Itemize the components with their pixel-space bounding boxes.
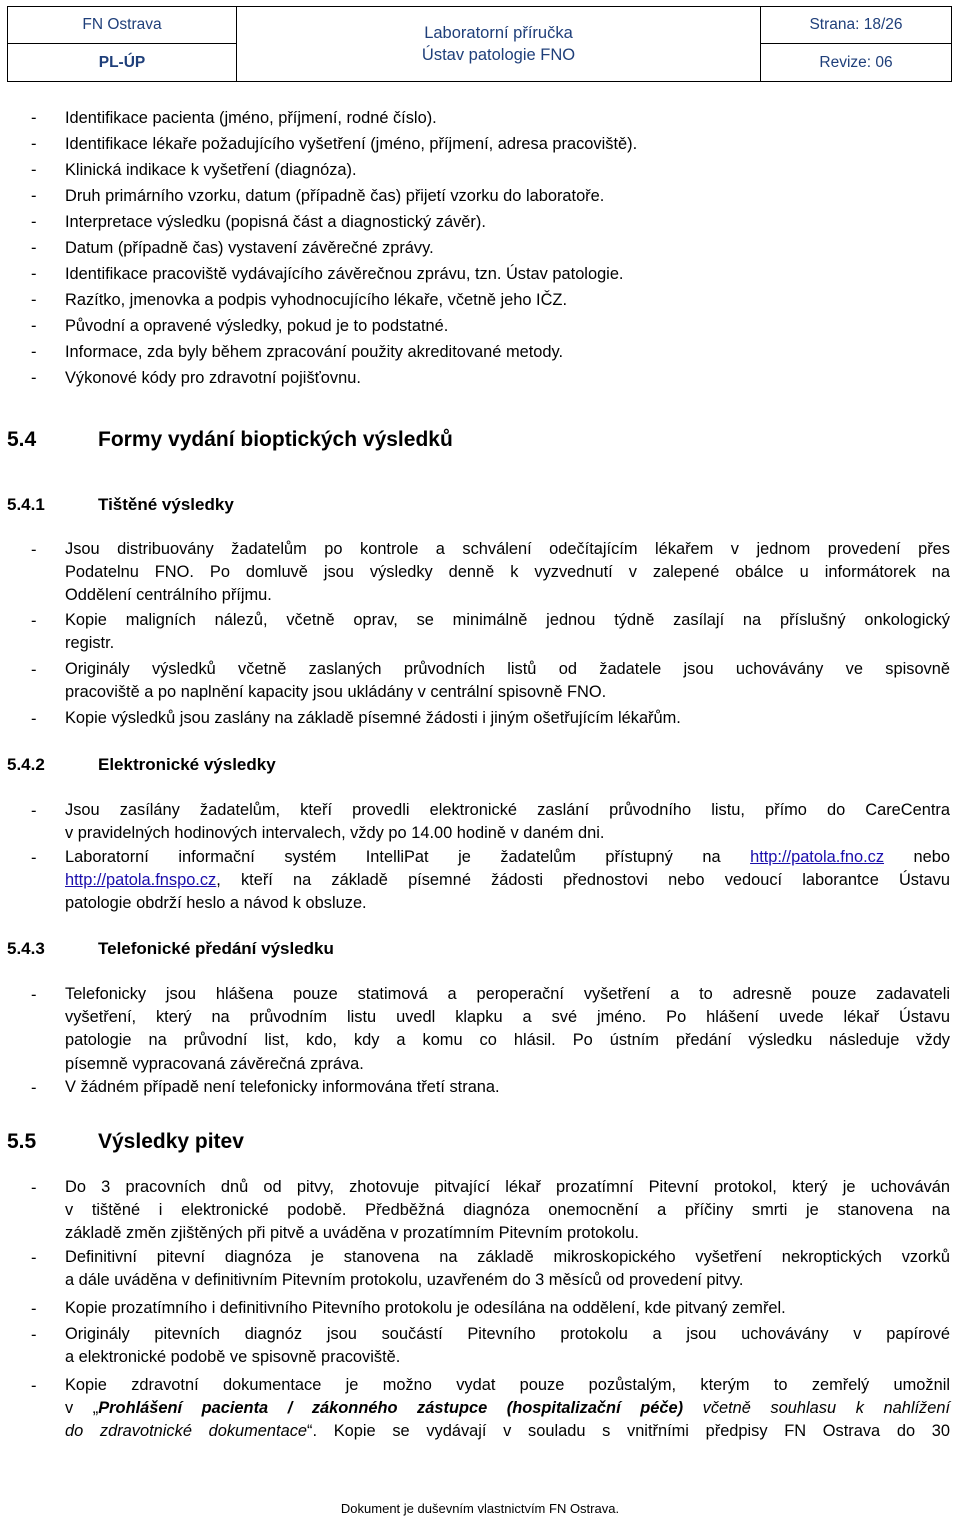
header-doc-title	[237, 7, 761, 82]
autopsy-item	[65, 1297, 950, 1320]
requirement-item: Razítko, jmenovka a podpis vyhodnocujícího lékaře, včetně jeho IČZ.	[65, 291, 568, 309]
autopsy-item-line: v tištěné i elektronické podobě. Předběžná diagnóza onemocnění a příčiny smrti je stanovena na	[65, 1201, 950, 1220]
electronic-results-item-2	[65, 846, 950, 916]
header-page: Strana: 18/26	[761, 7, 952, 44]
list-dash: -	[31, 1079, 37, 1097]
printed-results-item-line: Kopie maligních nálezů, včetně oprav, se minimálně jednou týdně zasílají na příslušný onkologický	[65, 611, 950, 629]
section-5-4-3-number: 5.4.3	[7, 939, 45, 958]
list-dash: -	[31, 317, 37, 335]
requirement-item: Interpretace výsledku (popisná část a diagnostický závěr).	[65, 213, 486, 231]
list-dash: -	[31, 710, 37, 728]
section-5-4-title: Formy vydání bioptických výsledků	[98, 428, 453, 451]
header-org: FN Ostrava	[8, 7, 237, 44]
section-5-4-number: 5.4	[7, 428, 37, 451]
list-dash: -	[31, 1326, 37, 1344]
autopsy-item-5-line-1: Kopie zdravotní dokumentace je možno vydat pouze pozůstalým, kterým to zemřelý umožnil	[65, 1376, 950, 1394]
printed-results-item	[65, 707, 950, 730]
list-dash: -	[31, 849, 37, 867]
list-dash: -	[31, 135, 37, 153]
header-title: Laboratorní příručka	[424, 24, 573, 42]
phone-results-item-line: písemně vypracovaná závěrečná zpráva.	[65, 1054, 364, 1073]
requirement-item: Identifikace pracoviště vydávajícího závěrečnou zprávu, tzn. Ústav patologie.	[65, 265, 624, 283]
header-subtitle: Ústav patologie FNO	[421, 46, 576, 64]
printed-results-item-line: Kopie výsledků jsou zaslány na základě písemné žádosti i jiným ošetřujícím lékařům.	[65, 709, 681, 727]
list-dash: -	[31, 265, 37, 283]
list-dash: -	[31, 661, 37, 679]
phone-results-item	[65, 1076, 950, 1099]
list-dash: -	[31, 1300, 37, 1318]
list-dash: -	[31, 343, 37, 361]
electronic-results-item-1-line: Jsou zasílány žadatelům, kteří provedli elektronické zaslání průvodního listu, přímo do CareCentra	[65, 801, 950, 819]
phone-results-item-line: Telefonicky jsou hlášena pouze statimová a peroperační vyšetření a to adresně pouze zadavateli	[65, 985, 950, 1003]
list-dash: -	[31, 187, 37, 205]
section-5-4-3-title: Telefonické předání výsledku	[98, 939, 334, 958]
patola-fno-link[interactable]: http://patola.fno.cz	[750, 848, 885, 866]
printed-results-item-line: registr.	[65, 634, 115, 653]
section-5-4-2-title: Elektronické výsledky	[98, 755, 276, 774]
list-dash: -	[31, 213, 37, 231]
or-text: nebo	[913, 848, 950, 866]
autopsy-item-line: Definitivní pitevní diagnóza je stanovena na základě mikroskopického vyšetření nekroptických vzorků	[65, 1248, 950, 1266]
autopsy-item-5-pre: v „	[65, 1399, 99, 1418]
list-dash: -	[31, 1377, 37, 1395]
autopsy-item-line: Do 3 pracovních dnů od pitvy, zhotovuje pitvající lékař prozatímní Pitevní protokol, který je uchováván	[65, 1178, 950, 1196]
section-5-4-2-number: 5.4.2	[7, 755, 45, 774]
printed-results-item-line: Jsou distribuovány žadatelům po kontrole a schválení odečítajícím lékařem v jednom provedení přes	[65, 540, 950, 558]
header-revision: Revize: 06	[761, 44, 952, 82]
patola-fnspo-link[interactable]: http://patola.fnspo.cz	[65, 871, 217, 890]
requirement-item: Původní a opravené výsledky, pokud je to podstatné.	[65, 317, 449, 335]
patient-declaration-name: Prohlášení pacienta / zákonného zástupce (hospitalizační péče)	[98, 1399, 684, 1418]
printed-results-item-line: Podatelnu FNO. Po domluvě jsou výsledky denně k vyzvednutí v zalepené obálce u informátorek na	[65, 563, 950, 582]
autopsy-item-line: a elektronické podobě ve spisovně pracoviště.	[65, 1348, 401, 1367]
autopsy-item	[65, 1246, 950, 1292]
autopsy-item	[65, 1176, 950, 1246]
section-5-4-1-number: 5.4.1	[7, 495, 45, 514]
section-5-4-1-title: Tištěné výsledky	[98, 495, 234, 514]
printed-results-item-line: pracoviště a po naplnění kapacity jsou ukládány v centrální spisovně FNO.	[65, 683, 607, 702]
list-dash: -	[31, 802, 37, 820]
section-5-5-title: Výsledky pitev	[98, 1130, 244, 1153]
autopsy-item-line: a dále uváděna v definitivním Pitevním protokolu, uzavřeném do 3 měsíců od provedení pitvy.	[65, 1271, 744, 1290]
intellipat-text-2: , kteří na základě písemné žádosti přednostovi nebo vedoucí laborantce Ústavu	[216, 871, 950, 890]
autopsy-item-line: Originály pitevních diagnóz jsou součástí Pitevního protokolu a jsou uchovávány v papírové	[65, 1325, 950, 1343]
phone-results-item-line: vyšetření, který na průvodním listu uvedl klapku a své jméno. Po hlášení uvede lékař Ústavu	[65, 1008, 950, 1027]
list-dash: -	[31, 541, 37, 559]
autopsy-item-5-post: “. Kopie se vydávají v souladu s vnitřními předpisy FN Ostrava do 30	[307, 1422, 950, 1441]
autopsy-item-line: Kopie prozatímního i definitivního Pitevního protokolu je odesílána na oddělení, kde pitvaný zemřel.	[65, 1299, 786, 1317]
intellipat-text: Laboratorní informační systém IntelliPat je žadatelům přístupný na	[65, 848, 721, 866]
section-5-5-number: 5.5	[7, 1130, 37, 1153]
list-dash: -	[31, 109, 37, 127]
list-dash: -	[31, 161, 37, 179]
autopsy-item	[65, 1323, 950, 1369]
requirement-item: Identifikace lékaře požadujícího vyšetření (jméno, příjmení, adresa pracoviště).	[65, 135, 638, 153]
intellipat-text-3: patologie obdrží heslo a návod k obsluze.	[65, 894, 367, 913]
requirement-item: Výkonové kódy pro zdravotní pojišťovnu.	[65, 369, 361, 387]
page-header	[7, 6, 952, 82]
autopsy-item-5-consent: včetně souhlasu k nahlížení	[683, 1399, 950, 1418]
electronic-results-item-1-line: v pravidelných hodinových intervalech, vždy po 14.00 hodině v daném dni.	[65, 824, 605, 843]
list-dash: -	[31, 291, 37, 309]
printed-results-item-line: Oddělení centrálního příjmu.	[65, 586, 272, 605]
requirement-item: Datum (případně čas) vystavení závěrečné zprávy.	[65, 239, 434, 257]
electronic-results-item-1	[65, 799, 950, 845]
header-dept: PL-ÚP	[8, 44, 237, 82]
list-dash: -	[31, 986, 37, 1004]
page-footer: Dokument je duševním vlastnictvím FN Ostrava.	[340, 1501, 620, 1516]
printed-results-item	[65, 658, 950, 704]
printed-results-item-line: Originály výsledků včetně zaslaných průvodních listů od žadatele jsou uchovávány ve spisovně	[65, 660, 950, 678]
phone-results-item-line: V žádném případě není telefonicky informována třetí strana.	[65, 1078, 500, 1096]
autopsy-item-5-doc: do zdravotnické dokumentace	[65, 1422, 308, 1441]
list-dash: -	[31, 1179, 37, 1197]
phone-results-item-line: patologie na průvodní list, kdo, kdy a komu co hlásil. Po ústním předání výsledku následuje vždy	[65, 1031, 950, 1050]
autopsy-item-5	[65, 1374, 950, 1444]
list-dash: -	[31, 612, 37, 630]
phone-results-item	[65, 983, 950, 1076]
requirement-item: Druh primárního vzorku, datum (případně čas) přijetí vzorku do laboratoře.	[65, 187, 605, 205]
printed-results-item	[65, 609, 950, 655]
requirement-item: Klinická indikace k vyšetření (diagnóza).	[65, 161, 357, 179]
printed-results-item	[65, 538, 950, 608]
autopsy-item-line: základě změn zjištěných při pitvě a uváděna v prozatímním Pitevním protokolu.	[65, 1224, 639, 1243]
list-dash: -	[31, 239, 37, 257]
requirement-item: Identifikace pacienta (jméno, příjmení, rodné číslo).	[65, 109, 437, 127]
list-dash: -	[31, 369, 37, 387]
requirement-item: Informace, zda byly během zpracování použity akreditované metody.	[65, 343, 564, 361]
list-dash: -	[31, 1249, 37, 1267]
